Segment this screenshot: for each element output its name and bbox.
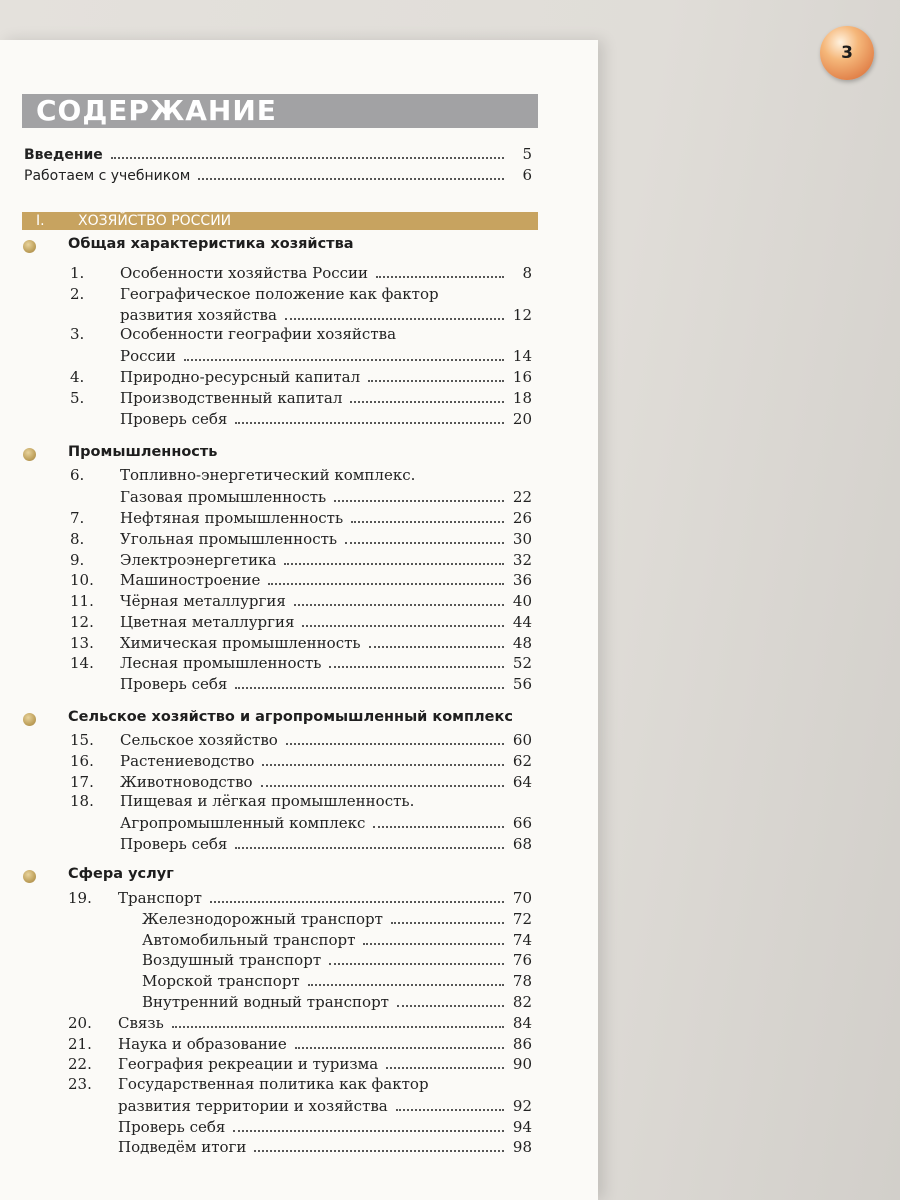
group-bullet-icon <box>23 448 36 461</box>
group-bullet-icon <box>23 870 36 883</box>
leader-dots <box>235 422 504 424</box>
toc-subentry[interactable] <box>142 970 532 990</box>
toc-entry-number: 17. <box>70 773 94 791</box>
toc-entry[interactable] <box>70 750 532 770</box>
toc-entry[interactable] <box>120 304 532 324</box>
toc-entry-number: 12. <box>70 613 94 631</box>
toc-entry[interactable] <box>70 366 532 386</box>
toc-entry-page: 76 <box>512 951 532 969</box>
leader-dots <box>285 318 504 320</box>
toc-entry-page: 90 <box>512 1055 532 1073</box>
contents-title: СОДЕРЖАНИЕ <box>36 94 277 127</box>
toc-entry[interactable] <box>120 486 532 506</box>
toc-entry-summary[interactable] <box>118 1136 532 1156</box>
section-title: ХОЗЯЙСТВО РОССИИ <box>78 213 232 229</box>
toc-entry-line1: Особенности географии хозяйства <box>120 325 397 343</box>
toc-entry-label: Химическая промышленность <box>120 634 361 652</box>
leader-dots <box>373 826 504 828</box>
leader-dots <box>111 157 504 159</box>
toc-entry-page: 44 <box>512 613 532 631</box>
toc-entry-number: 23. <box>68 1075 92 1093</box>
toc-entry-page: 60 <box>512 731 532 749</box>
toc-entry[interactable] <box>68 1012 532 1032</box>
toc-entry-number: 14. <box>70 654 94 672</box>
toc-entry-self-check[interactable] <box>120 408 532 428</box>
leader-dots <box>369 646 504 648</box>
toc-entry-number: 13. <box>70 634 94 652</box>
group-title-services: Сфера услуг <box>68 866 174 882</box>
leader-dots <box>351 521 504 523</box>
toc-entry[interactable] <box>70 729 532 749</box>
toc-entry-label: Производственный капитал <box>120 389 343 407</box>
toc-entry-label: Агропромышленный комплекс <box>120 814 366 832</box>
toc-entry-page: 94 <box>512 1118 532 1136</box>
toc-entry-number: 1. <box>70 264 85 282</box>
leader-dots <box>261 785 504 787</box>
toc-entry[interactable] <box>70 632 532 652</box>
toc-entry[interactable] <box>70 262 532 282</box>
toc-entry-page: 56 <box>512 675 532 693</box>
group-bullet-icon <box>23 713 36 726</box>
toc-entry-label: Угольная промышленность <box>120 530 338 548</box>
toc-entry-label: Газовая промышленность <box>120 488 327 506</box>
toc-entry-page: 82 <box>512 993 532 1011</box>
toc-entry-label: Особенности хозяйства России <box>120 264 369 282</box>
toc-entry-page: 62 <box>512 752 532 770</box>
toc-entry-number: 19. <box>68 889 92 907</box>
toc-entry-label: География рекреации и туризма <box>118 1055 379 1073</box>
toc-entry-line1: Географическое положение как фактор <box>120 285 439 303</box>
toc-entry[interactable] <box>68 1053 532 1073</box>
leader-dots <box>284 563 504 565</box>
toc-entry-number: 11. <box>70 592 94 610</box>
toc-entry-page: 84 <box>512 1014 532 1032</box>
toc-entry-label: Морской транспорт <box>142 972 300 990</box>
leader-dots <box>184 359 504 361</box>
toc-entry-page: 98 <box>512 1138 532 1156</box>
leader-dots <box>386 1067 504 1069</box>
page-number-badge: 3 <box>820 26 874 80</box>
toc-entry[interactable] <box>118 1095 532 1115</box>
toc-entry-label: Внутренний водный транспорт <box>142 993 389 1011</box>
toc-subentry[interactable] <box>142 991 532 1011</box>
toc-entry-page: 68 <box>512 835 532 853</box>
toc-entry-number: 7. <box>70 509 85 527</box>
toc-entry-page: 18 <box>512 389 532 407</box>
toc-entry[interactable] <box>70 528 532 548</box>
toc-entry[interactable] <box>70 569 532 589</box>
toc-entry-label: Растениеводство <box>120 752 255 770</box>
leader-dots <box>302 625 504 627</box>
toc-entry-self-check[interactable] <box>120 833 532 853</box>
toc-entry-label: Введение <box>24 147 103 163</box>
toc-entry-working-with-textbook[interactable] <box>24 164 532 184</box>
toc-entry[interactable] <box>120 812 532 832</box>
leader-dots <box>376 276 504 278</box>
toc-subentry[interactable] <box>142 949 532 969</box>
toc-entry-number: 18. <box>70 792 94 810</box>
toc-entry-line1: Государственная политика как фактор <box>118 1075 429 1093</box>
section-roman-numeral: I. <box>36 213 45 229</box>
toc-entry-page: 52 <box>512 654 532 672</box>
leader-dots <box>308 984 504 986</box>
toc-entry[interactable] <box>70 549 532 569</box>
toc-entry-label: развития территории и хозяйства <box>118 1097 388 1115</box>
toc-entry-number: 22. <box>68 1055 92 1073</box>
toc-entry-page: 8 <box>522 264 532 282</box>
toc-entry-label: Автомобильный транспорт <box>142 931 356 949</box>
toc-entry-page: 14 <box>512 347 532 365</box>
toc-entry[interactable] <box>70 507 532 527</box>
toc-entry-page: 36 <box>512 571 532 589</box>
group-title-industry: Промышленность <box>68 444 218 460</box>
toc-entry-line1: Топливно-энергетический комплекс. <box>120 466 416 484</box>
leader-dots <box>396 1109 504 1111</box>
toc-entry-number: 21. <box>68 1035 92 1053</box>
toc-entry-label: Наука и образование <box>118 1035 287 1053</box>
toc-entry-page: 40 <box>512 592 532 610</box>
toc-entry-label: Проверь себя <box>120 835 228 853</box>
toc-entry[interactable] <box>70 590 532 610</box>
toc-entry-number: 2. <box>70 285 85 303</box>
toc-entry-number: 5. <box>70 389 85 407</box>
toc-entry-label: Машиностроение <box>120 571 261 589</box>
toc-entry-label: Чёрная металлургия <box>120 592 286 610</box>
toc-entry-label: Связь <box>118 1014 164 1032</box>
leader-dots <box>368 380 504 382</box>
leader-dots <box>268 583 504 585</box>
toc-entry-label: Проверь себя <box>120 675 228 693</box>
toc-entry-number: 16. <box>70 752 94 770</box>
toc-entry-self-check[interactable] <box>120 673 532 693</box>
toc-entry-label: Транспорт <box>118 889 202 907</box>
toc-entry-number: 6. <box>70 466 85 484</box>
toc-entry-self-check[interactable] <box>118 1116 532 1136</box>
toc-entry[interactable] <box>68 1033 532 1053</box>
toc-entry-number: 15. <box>70 731 94 749</box>
toc-entry[interactable] <box>70 387 532 407</box>
leader-dots <box>334 500 504 502</box>
toc-entry-page: 20 <box>512 410 532 428</box>
toc-entry-line1: Пищевая и лёгкая промышленность. <box>120 792 415 810</box>
leader-dots <box>363 943 504 945</box>
leader-dots <box>233 1130 504 1132</box>
toc-entry-page: 92 <box>512 1097 532 1115</box>
toc-entry-label: Нефтяная промышленность <box>120 509 344 527</box>
toc-entry-intro[interactable] <box>24 143 532 163</box>
toc-entry-number: 9. <box>70 551 85 569</box>
leader-dots <box>210 901 504 903</box>
leader-dots <box>329 666 504 668</box>
toc-entry-page: 32 <box>512 551 532 569</box>
toc-entry-number: 4. <box>70 368 85 386</box>
leader-dots <box>286 743 504 745</box>
toc-entry-label: Проверь себя <box>120 410 228 428</box>
section-header-bar <box>22 212 538 230</box>
leader-dots <box>198 178 504 180</box>
leader-dots <box>345 542 504 544</box>
leader-dots <box>350 401 504 403</box>
toc-entry[interactable] <box>70 771 532 791</box>
toc-entry-label: Проверь себя <box>118 1118 226 1136</box>
toc-entry-page: 16 <box>512 368 532 386</box>
toc-entry-page: 78 <box>512 972 532 990</box>
toc-entry-label: развития хозяйства <box>120 306 277 324</box>
toc-entry-page: 6 <box>522 166 532 184</box>
leader-dots <box>262 764 504 766</box>
group-title-agriculture: Сельское хозяйство и агропромышленный комплекс <box>68 709 513 725</box>
leader-dots <box>294 604 504 606</box>
toc-entry-label: Цветная металлургия <box>120 613 295 631</box>
leader-dots <box>235 847 504 849</box>
toc-entry-page: 74 <box>512 931 532 949</box>
toc-entry-label: Работаем с учебником <box>24 168 191 184</box>
toc-entry-page: 26 <box>512 509 532 527</box>
toc-entry-page: 72 <box>512 910 532 928</box>
toc-entry-label: Природно-ресурсный капитал <box>120 368 361 386</box>
leader-dots <box>295 1047 504 1049</box>
toc-entry[interactable] <box>120 345 532 365</box>
toc-entry-page: 86 <box>512 1035 532 1053</box>
toc-entry-page: 70 <box>512 889 532 907</box>
toc-entry[interactable] <box>70 652 532 672</box>
toc-subentry[interactable] <box>142 929 532 949</box>
toc-entry-page: 22 <box>512 488 532 506</box>
leader-dots <box>391 922 504 924</box>
leader-dots <box>397 1005 504 1007</box>
toc-entry-number: 3. <box>70 325 85 343</box>
toc-entry-label: Животноводство <box>120 773 253 791</box>
toc-entry-label: Электроэнергетика <box>120 551 277 569</box>
toc-entry-label: Железнодорожный транспорт <box>142 910 383 928</box>
toc-entry[interactable] <box>68 887 532 907</box>
toc-entry-label: Сельское хозяйство <box>120 731 278 749</box>
toc-entry-number: 8. <box>70 530 85 548</box>
toc-entry-page: 30 <box>512 530 532 548</box>
toc-entry-label: Воздушный транспорт <box>142 951 322 969</box>
toc-entry-number: 10. <box>70 571 94 589</box>
toc-entry-page: 48 <box>512 634 532 652</box>
toc-entry-page: 66 <box>512 814 532 832</box>
leader-dots <box>172 1026 504 1028</box>
toc-entry-label: Подведём итоги <box>118 1138 247 1156</box>
toc-entry-label: Лесная промышленность <box>120 654 322 672</box>
toc-entry-label: России <box>120 347 176 365</box>
leader-dots <box>329 963 504 965</box>
leader-dots <box>254 1150 504 1152</box>
leader-dots <box>235 687 504 689</box>
toc-entry-page: 12 <box>512 306 532 324</box>
toc-subentry[interactable] <box>142 908 532 928</box>
contents-title-bar <box>22 94 538 128</box>
section-header <box>36 212 231 230</box>
group-bullet-icon <box>23 240 36 253</box>
toc-entry-page: 5 <box>522 145 532 163</box>
toc-entry-number: 20. <box>68 1014 92 1032</box>
toc-entry[interactable] <box>70 611 532 631</box>
toc-entry-page: 64 <box>512 773 532 791</box>
group-title-general: Общая характеристика хозяйства <box>68 236 354 252</box>
